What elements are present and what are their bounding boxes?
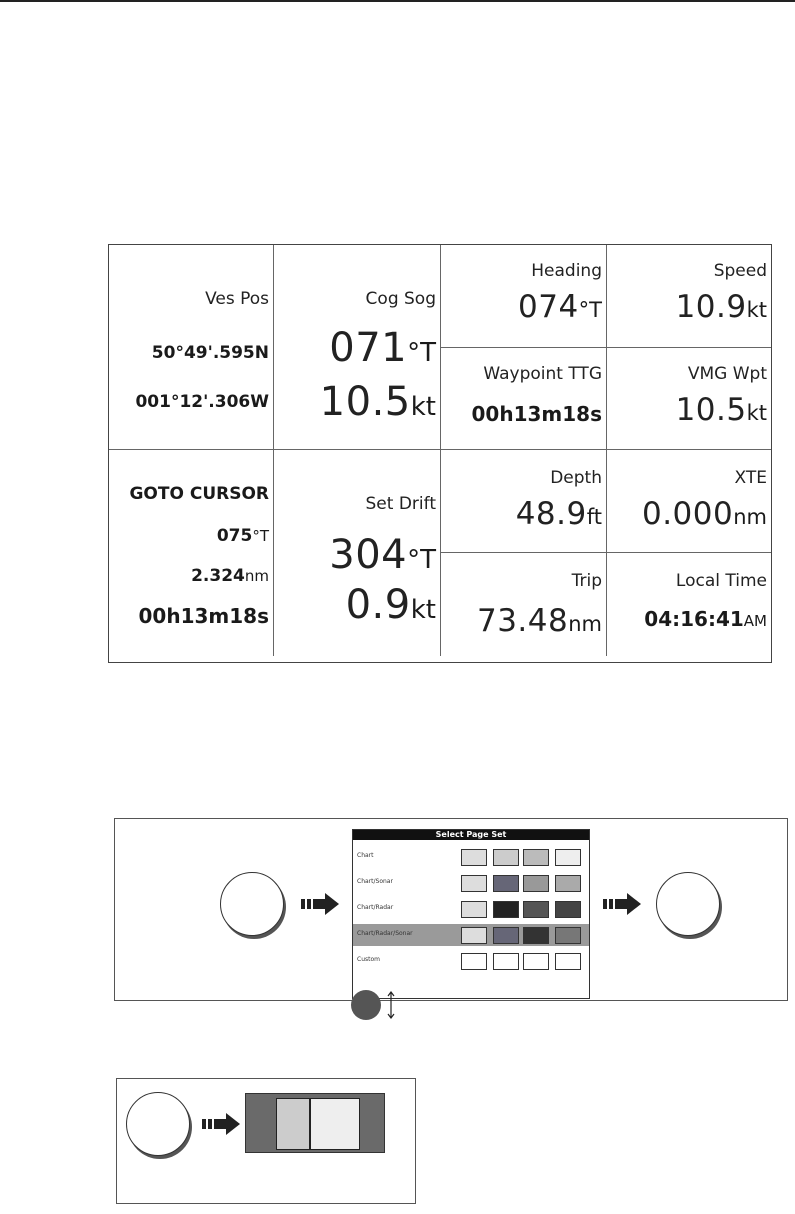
select-page-set-screen (352, 829, 590, 999)
heading-cell (441, 245, 607, 348)
ves-pos-cell (109, 245, 274, 450)
waypoint-ttg-cell (441, 348, 607, 450)
xte-value: 0.000nm (641, 496, 767, 532)
multi-thumb-icon (555, 927, 581, 944)
xte-label: XTE (734, 468, 767, 488)
goto-cursor-bearing: 075°T (216, 526, 269, 546)
sonar-thumb-icon (493, 927, 519, 944)
vmg-wpt-label: VMG Wpt (687, 364, 767, 384)
set-drift-label: Set Drift (365, 494, 436, 514)
goto-cursor-label: GOTO CURSOR (129, 484, 269, 504)
chart-thumb-icon (461, 901, 487, 918)
speed-cell (607, 245, 771, 348)
local-time-label: Local Time (675, 571, 767, 591)
chart-radar-thumb-icon (555, 901, 581, 918)
drift-value: 0.9kt (345, 582, 436, 628)
trip-value: 73.48nm (476, 603, 602, 639)
data-page-thumbnail (245, 1093, 385, 1153)
heading-value: 074°T (518, 289, 602, 325)
waypoint-ttg-value: 00h13m18s (471, 402, 602, 426)
arrow-right-icon (202, 1113, 240, 1135)
pages-button-right[interactable] (656, 872, 720, 936)
depth-cell (441, 450, 607, 553)
page-set-row-label: Chart/Sonar (357, 878, 393, 885)
page-set-row-custom[interactable] (353, 950, 589, 972)
speed-label: Speed (713, 261, 767, 281)
header-rule (0, 0, 795, 2)
select-page-set-title: Select Page Set (353, 830, 589, 840)
page-set-row-chart-sonar[interactable] (353, 872, 589, 894)
chart-thumb-icon (461, 849, 487, 866)
ves-pos-label: Ves Pos (205, 289, 269, 309)
up-down-arrow-icon (386, 990, 396, 1020)
chart-thumb-icon (461, 875, 487, 892)
empty-thumb-icon (461, 953, 487, 970)
local-time-cell (607, 553, 771, 656)
set-value: 304°T (329, 532, 436, 578)
chart-thumb-icon (523, 849, 549, 866)
cog-sog-label: Cog Sog (365, 289, 436, 309)
chart-thumb-icon (493, 849, 519, 866)
depth-label: Depth (550, 468, 602, 488)
pages-button-left[interactable] (220, 872, 284, 936)
page-set-row-chart-radar[interactable] (353, 898, 589, 920)
radar-thumb-icon (523, 927, 549, 944)
vmg-wpt-value: 10.5kt (675, 392, 767, 428)
cog-value: 071°T (329, 325, 436, 371)
heading-label: Heading (531, 261, 602, 281)
goto-cursor-range: 2.324nm (191, 566, 269, 586)
empty-thumb-icon (555, 953, 581, 970)
goto-cursor-ttg: 00h13m18s (138, 604, 269, 628)
page-set-row-chart[interactable] (353, 846, 589, 868)
empty-thumb-icon (523, 953, 549, 970)
goto-cursor-cell (109, 450, 274, 656)
ves-pos-lon: 001°12'.306W (135, 392, 269, 412)
trackpad-icon[interactable] (351, 990, 381, 1020)
xte-cell (607, 450, 771, 553)
sonar-thumb-icon (493, 875, 519, 892)
page-set-row-label: Custom (357, 956, 380, 963)
mini-chart-icon (276, 1098, 310, 1150)
trip-label: Trip (571, 571, 602, 591)
empty-thumb-icon (493, 953, 519, 970)
arrow-right-icon (301, 893, 339, 915)
data-panel (108, 244, 772, 663)
radar-thumb-icon (493, 901, 519, 918)
mini-data-icon (310, 1098, 360, 1150)
page-set-row-chart-radar-sonar[interactable] (353, 924, 589, 946)
pages-button[interactable] (126, 1092, 190, 1156)
page-set-row-label: Chart/Radar/Sonar (357, 930, 413, 937)
page-set-row-label: Chart (357, 852, 374, 859)
page-set-row-label: Chart/Radar (357, 904, 394, 911)
arrow-right-icon (603, 893, 641, 915)
chart-sonar-thumb-icon (555, 875, 581, 892)
depth-value: 48.9ft (515, 496, 602, 532)
cog-sog-cell (274, 245, 441, 450)
ves-pos-lat: 50°49'.595N (151, 343, 269, 363)
waypoint-ttg-label: Waypoint TTG (483, 364, 602, 384)
vmg-wpt-cell (607, 348, 771, 450)
trip-cell (441, 553, 607, 656)
chart-sonar-thumb-icon (523, 875, 549, 892)
local-time-value: 04:16:41AM (644, 607, 767, 631)
chart-thumb-icon (461, 927, 487, 944)
chart-radar-thumb-icon (523, 901, 549, 918)
chart-thumb-icon (555, 849, 581, 866)
speed-value: 10.9kt (675, 289, 767, 325)
sog-value: 10.5kt (319, 379, 436, 425)
set-drift-cell (274, 450, 441, 656)
